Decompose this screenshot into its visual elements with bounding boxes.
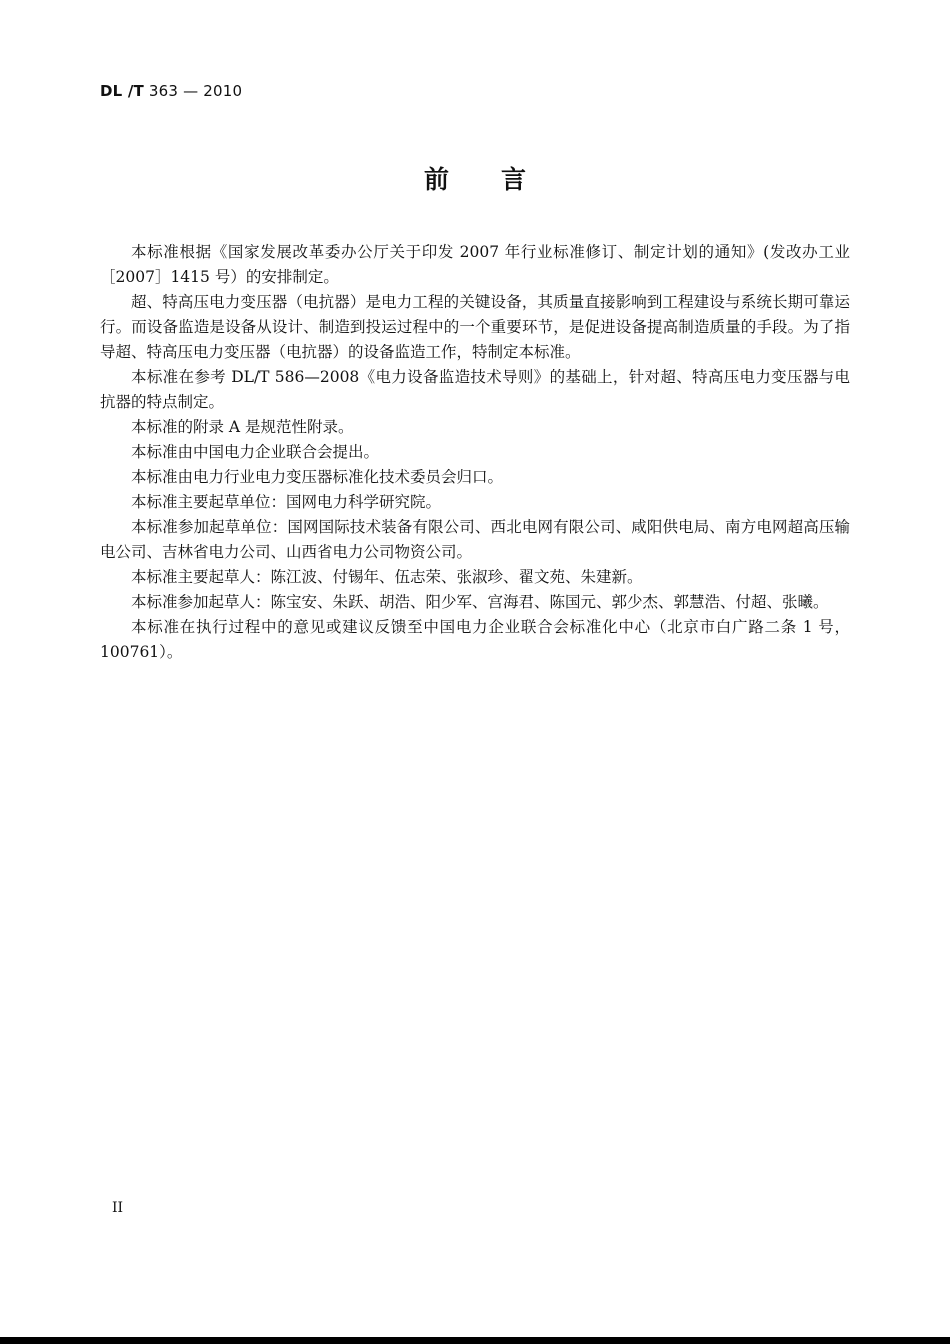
foreword-body	[100, 240, 850, 665]
standard-code	[100, 82, 242, 100]
paragraph-appendix: 本标准的附录 A 是规范性附录。	[131, 418, 354, 436]
paragraph-participating-units: 本标准参加起草单位：国网国际技术装备有限公司、西北电网有限公司、咸阳供电局、南方电网超高压输电公司、吉林省电力公司、山西省电力公司物资公司。	[100, 518, 850, 561]
paragraph-feedback: 本标准在执行过程中的意见或建议反馈至中国电力企业联合会标准化中心（北京市白广路二条 1 号，100761）。	[100, 618, 850, 661]
bottom-edge-bar	[0, 1337, 950, 1344]
standard-code-number: 363 — 2010	[143, 82, 243, 100]
paragraph-proposer: 本标准由中国电力企业联合会提出。	[131, 443, 380, 461]
paragraph-main-drafting-unit: 本标准主要起草单位：国网电力科学研究院。	[131, 493, 442, 511]
paragraph-importance: 超、特高压电力变压器（电抗器）是电力工程的关键设备，其质量直接影响到工程建设与系统长期可靠运行。而设备监造是设备从设计、制造到投运过程中的一个重要环节，是促进设备提高制造质量的手段。为了指导超、特高压电力变压器（电抗器）的设备监造工作，特制定本标准。	[100, 293, 850, 361]
paragraph-participating-drafters: 本标准参加起草人：陈宝安、朱跃、胡浩、阳少军、宫海君、陈国元、郭少杰、郭慧浩、付超、张曦。	[131, 593, 829, 611]
paragraph-main-drafters: 本标准主要起草人：陈江波、付锡年、伍志荣、张淑珍、翟文苑、朱建新。	[131, 568, 643, 586]
paragraph-reference: 本标准在参考 DL/T 586—2008《电力设备监造技术导则》的基础上，针对超、特高压电力变压器与电抗器的特点制定。	[100, 368, 850, 411]
standard-code-prefix: DL /T	[100, 82, 144, 100]
paragraph-basis: 本标准根据《国家发展改革委办公厅关于印发 2007 年行业标准修订、制定计划的通知》(发改办工业［2007］1415 号）的安排制定。	[100, 243, 850, 286]
page-title: 前言	[423, 165, 578, 194]
paragraph-committee: 本标准由电力行业电力变压器标准化技术委员会归口。	[131, 468, 504, 486]
page-number: II	[112, 1200, 124, 1216]
